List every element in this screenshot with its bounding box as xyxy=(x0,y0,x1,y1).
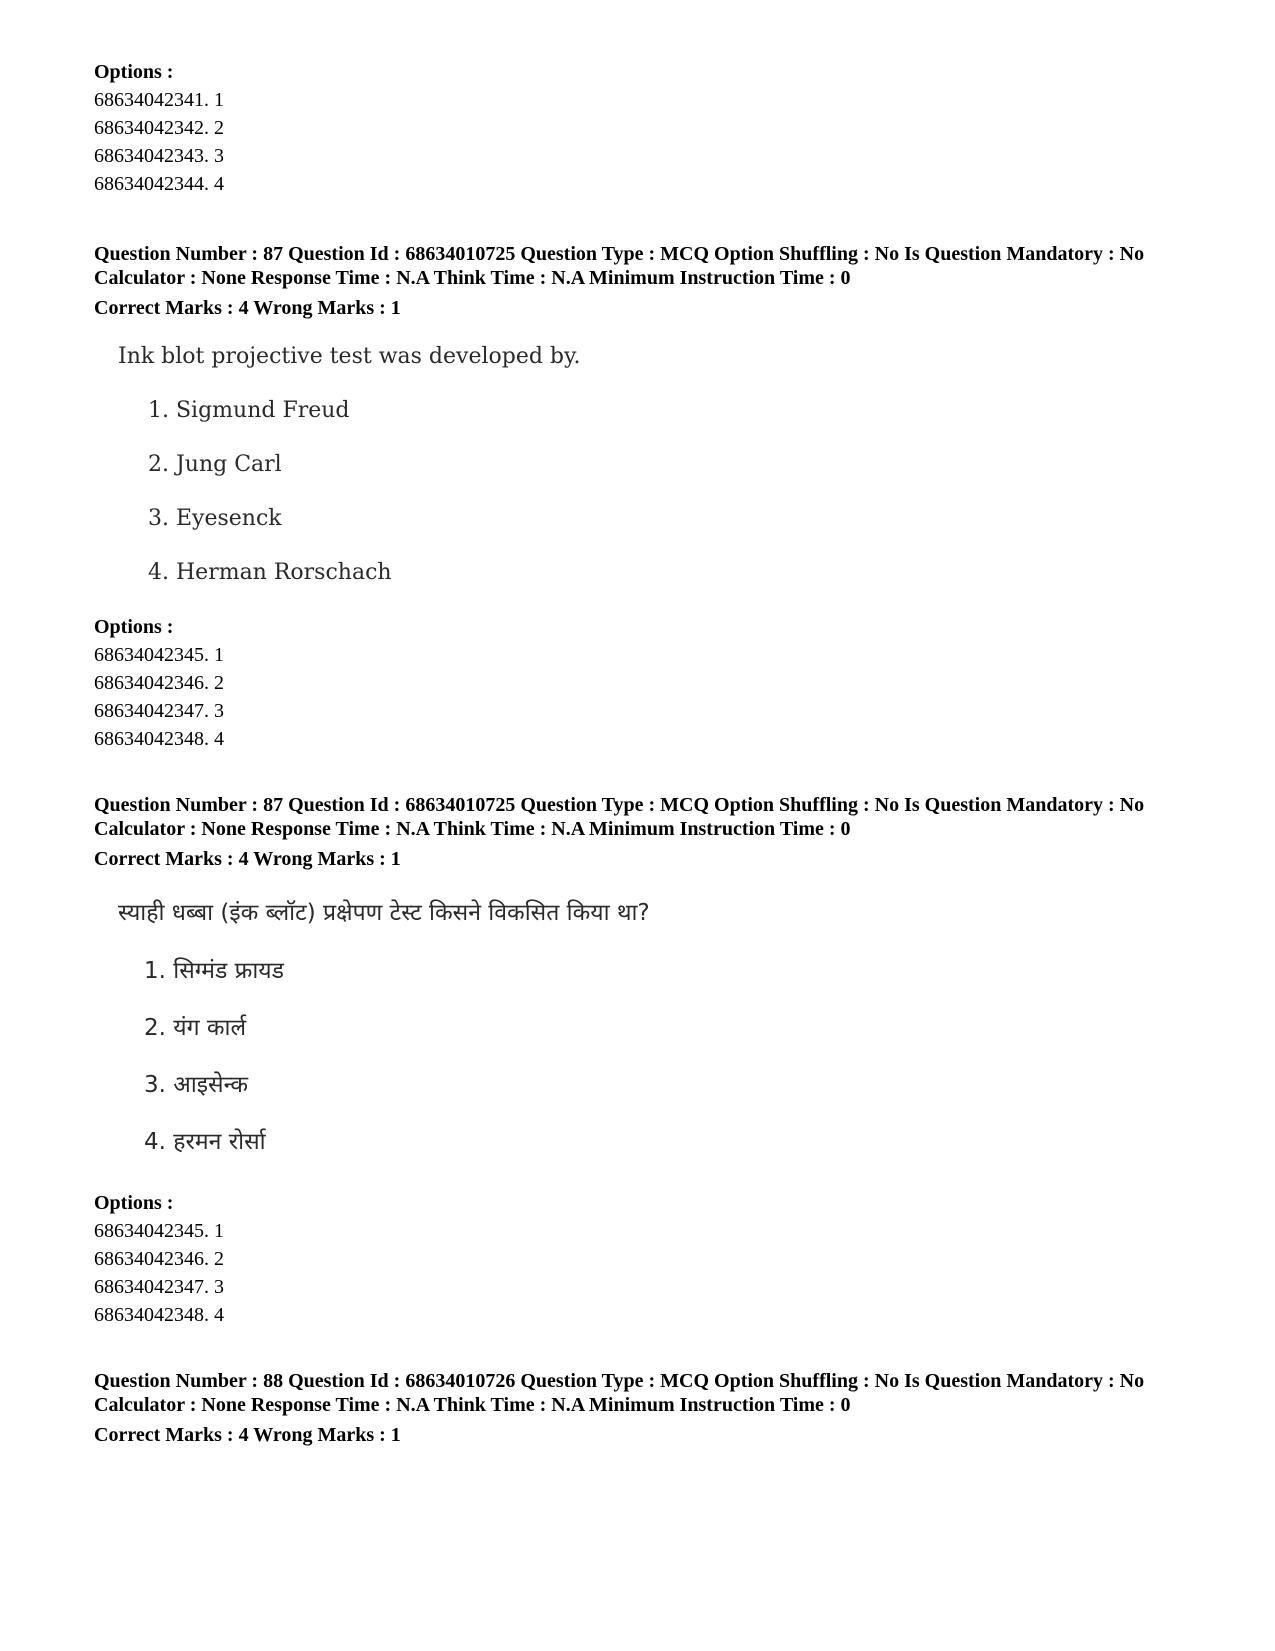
options-heading: Options : xyxy=(94,1192,174,1214)
question-header xyxy=(94,1369,1214,1449)
option-id-line: 68634042342. 2 xyxy=(94,117,224,139)
option-id-line: 68634042346. 2 xyxy=(94,1248,224,1270)
option-id-line: 68634042347. 3 xyxy=(94,700,224,722)
option-id-line: 68634042346. 2 xyxy=(94,672,224,694)
question-meta: Question Number : 87 Question Id : 68634010725 Question Type : MCQ Option Shuffling : No Is Question Mandatory : No Calculator : None Response Time : N.A Think Time : N.A Minimum Instruction Time : 0 xyxy=(94,243,1145,289)
question-stem: स्याही धब्बा (इंक ब्लॉट) प्रक्षेपण टेस्ट किसने विकसित किया था? xyxy=(118,900,650,926)
question-image xyxy=(118,898,818,1158)
top-options-block xyxy=(94,58,1214,198)
question-image xyxy=(118,342,818,592)
question-stem: Ink blot projective test was developed by. xyxy=(118,344,581,369)
question-choice: 1. Sigmund Freud xyxy=(148,398,350,423)
options-block xyxy=(94,1189,1214,1329)
question-marks: Correct Marks : 4 Wrong Marks : 1 xyxy=(94,297,401,319)
question-choice: 4. हरमन रोर्सा xyxy=(144,1129,266,1155)
options-heading: Options : xyxy=(94,61,174,83)
question-choice: 2. यंग कार्ल xyxy=(144,1015,247,1041)
question-choice: 1. सिग्मंड फ्रायड xyxy=(144,958,284,984)
option-id-line: 68634042345. 1 xyxy=(94,644,224,666)
option-id-line: 68634042341. 1 xyxy=(94,89,224,111)
option-id-line: 68634042348. 4 xyxy=(94,728,224,750)
options-block xyxy=(94,613,1214,753)
question-header xyxy=(94,793,1214,873)
question-choice: 4. Herman Rorschach xyxy=(148,560,392,585)
question-choice: 2. Jung Carl xyxy=(148,452,282,477)
question-marks: Correct Marks : 4 Wrong Marks : 1 xyxy=(94,1424,401,1446)
option-id-line: 68634042348. 4 xyxy=(94,1304,224,1326)
question-choice: 3. आइसेन्क xyxy=(144,1072,249,1098)
question-choice: 3. Eyesenck xyxy=(148,506,282,531)
option-id-line: 68634042343. 3 xyxy=(94,145,224,167)
options-heading: Options : xyxy=(94,616,174,638)
question-meta: Question Number : 88 Question Id : 68634010726 Question Type : MCQ Option Shuffling : No Is Question Mandatory : No Calculator : None Response Time : N.A Think Time : N.A Minimum Instruction Time : 0 xyxy=(94,1370,1145,1416)
option-id-line: 68634042344. 4 xyxy=(94,173,224,195)
question-meta: Question Number : 87 Question Id : 68634010725 Question Type : MCQ Option Shuffling : No Is Question Mandatory : No Calculator : None Response Time : N.A Think Time : N.A Minimum Instruction Time : 0 xyxy=(94,794,1145,840)
option-id-line: 68634042347. 3 xyxy=(94,1276,224,1298)
question-header xyxy=(94,242,1214,322)
option-id-line: 68634042345. 1 xyxy=(94,1220,224,1242)
question-marks: Correct Marks : 4 Wrong Marks : 1 xyxy=(94,848,401,870)
